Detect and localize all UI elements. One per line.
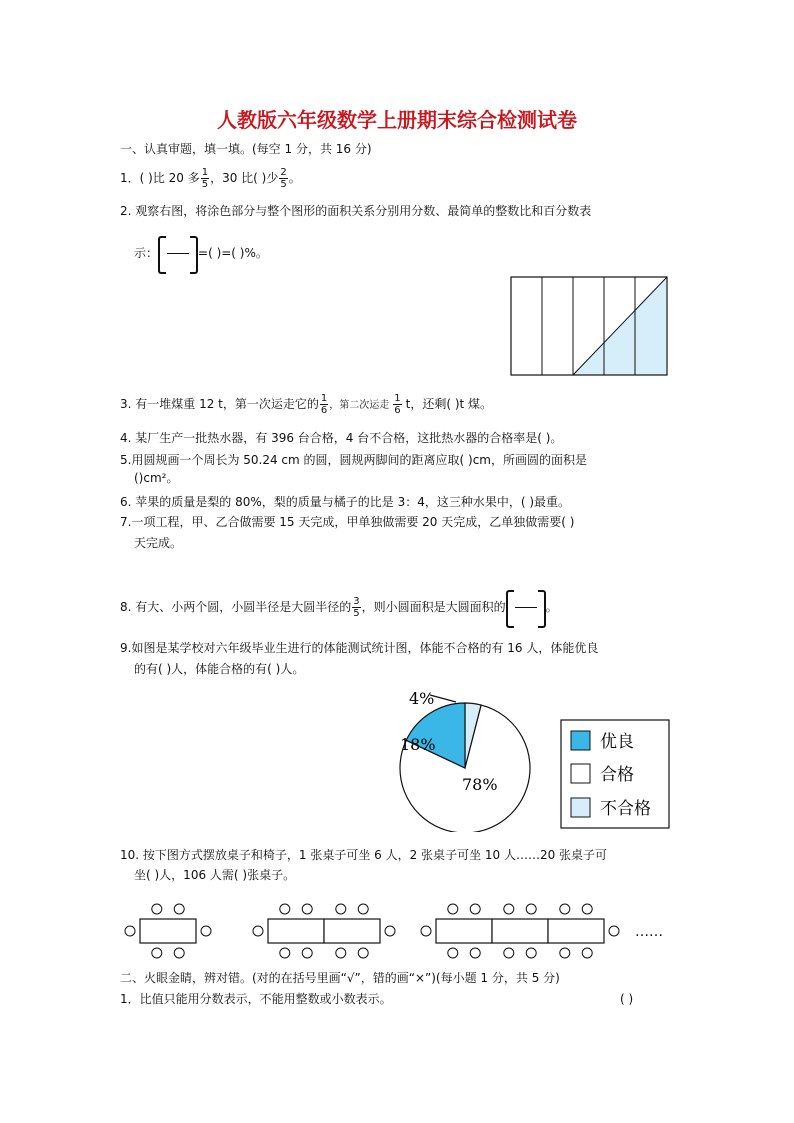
question-10-line2: 坐( )人，106 人需( )张桌子。 [134,868,296,882]
table [140,919,196,943]
chair [470,904,480,914]
legend-swatch-excellent [571,731,590,750]
question-2-line2 [134,233,268,273]
table-group-1 [125,904,211,958]
table-group-2 [253,904,395,958]
chair [201,926,211,936]
tables-ellipsis: …… [635,924,663,940]
chair [174,948,184,958]
question-5-line1: 5.用圆规画一个周长为 50.24 cm 的圆，圆规两脚间的距离应取( )cm，所画圆的面积是 [120,453,588,467]
chair [152,904,162,914]
q8-fraction: $\frac{3}{5}$ [353,596,360,619]
chair [504,948,514,958]
q1-text-c: 。 [288,171,301,185]
chair [174,904,184,914]
table [548,919,604,943]
question-8 [120,587,558,627]
chair [448,904,458,914]
question-7-line1: 7.一项工程，甲、乙合做需要 15 天完成，甲单独做需要 20 天完成，乙单独做需要( ) [120,515,575,529]
q2-fraction-blank[interactable] [158,236,198,272]
question-2-line1: 2. 观察右图，将涂色部分与整个图形的面积关系分别用分数、最简单的整数比和百分数表 [120,204,592,218]
q8-fraction-blank[interactable] [506,590,546,626]
chair [253,926,263,936]
chair [152,948,162,958]
chair [470,948,480,958]
q1-text-a: 1．( )比 20 多 [120,171,200,185]
chair [336,904,346,914]
pie-label-pass: 78% [462,775,498,794]
question-6: 6. 苹果的质量是梨的 80%，梨的质量与橘子的比是 3：4，这三种水果中，( )最重。 [120,495,571,509]
q3-text-a: 3. 有一堆煤重 12 t，第一次运走它的 [120,397,319,411]
q3-fraction-2: $\frac{1}{6}$ [394,393,401,416]
table [436,919,492,943]
q1-text-b: ，30 比( )少 [210,171,279,185]
pie-label-excellent: 18% [400,735,436,754]
question-1 [120,160,301,196]
question-7-line2: 天完成。 [134,536,183,550]
q1-fraction-2: $\frac{2}{5}$ [280,167,287,190]
question-10-line1: 10. 按下图方式摆放桌子和椅子，1 张桌子可坐 6 人，2 张桌子可坐 10 人……20 张桌子可 [120,848,608,862]
legend-swatch-fail [571,798,590,817]
pie-legend [561,720,669,828]
chair [302,904,312,914]
question-9-line1: 9.如图是某学校对六年级毕业生进行的体能测试统计图，体能不合格的有 16 人，体能优良 [120,641,599,655]
table [492,919,548,943]
q8-text-c: 。 [545,600,558,614]
table [324,919,380,943]
section1-heading: 一、认真审题，填一填。(每空 1 分，共 16 分) [120,142,372,156]
chair [526,904,536,914]
chair [358,948,368,958]
q3-text-b: ，第二次运走 [329,400,390,411]
table [268,919,324,943]
pie-label-fail: 4% [409,689,435,708]
chair [560,904,570,914]
legend-label-excellent: 优良 [600,732,634,752]
page-title: 人教版六年级数学上册期末综合检测试卷 [217,108,577,132]
chair [609,926,619,936]
section2-heading: 二、火眼金睛，辨对错。(对的在括号里画“√”，错的画“×”)(每小题 1 分，共 5 分) [120,971,560,985]
q2-suffix: =( )=( )%。 [198,246,268,260]
legend-label-fail: 不合格 [600,799,651,819]
chair [280,948,290,958]
question-4: 4. 某厂生产一批热水器，有 396 台合格，4 台不合格，这批热水器的合格率是( )。 [120,431,563,445]
section2-question-1-answer[interactable]: ( ) [620,992,634,1006]
q2-prefix: 示： [134,246,159,260]
chair [336,948,346,958]
chair [526,948,536,958]
legend-swatch-pass [571,764,590,783]
section2-question-1: 1．比值只能用分数表示，不能用整数或小数表示。 [120,992,392,1006]
table-group-3 [421,904,619,958]
legend-label-pass: 合格 [600,765,634,785]
chair [280,904,290,914]
chair [560,948,570,958]
q8-text-b: ，则小圆面积是大圆面积的 [361,600,506,614]
question-3 [120,384,492,426]
chair [582,904,592,914]
chair [504,904,514,914]
chair [302,948,312,958]
q1-fraction-1: $\frac{1}{5}$ [201,167,209,190]
chair [358,904,368,914]
chair [421,926,431,936]
question-9-line2: 的有( )人，体能合格的有( )人。 [134,662,305,676]
chair [385,926,395,936]
chair [125,926,135,936]
q3-fraction-1: $\frac{1}{6}$ [320,393,328,416]
tables-chairs-figure [120,898,680,964]
q3-text-c: t，还剩( )t 煤。 [405,397,493,411]
shaded-rectangle-figure [508,274,670,378]
question-5-line2: ()cm²。 [134,471,179,485]
pie-chart [390,682,680,832]
chair [582,948,592,958]
q8-text-a: 8. 有大、小两个圆，小圆半径是大圆半径的 [120,600,352,614]
chair [448,948,458,958]
